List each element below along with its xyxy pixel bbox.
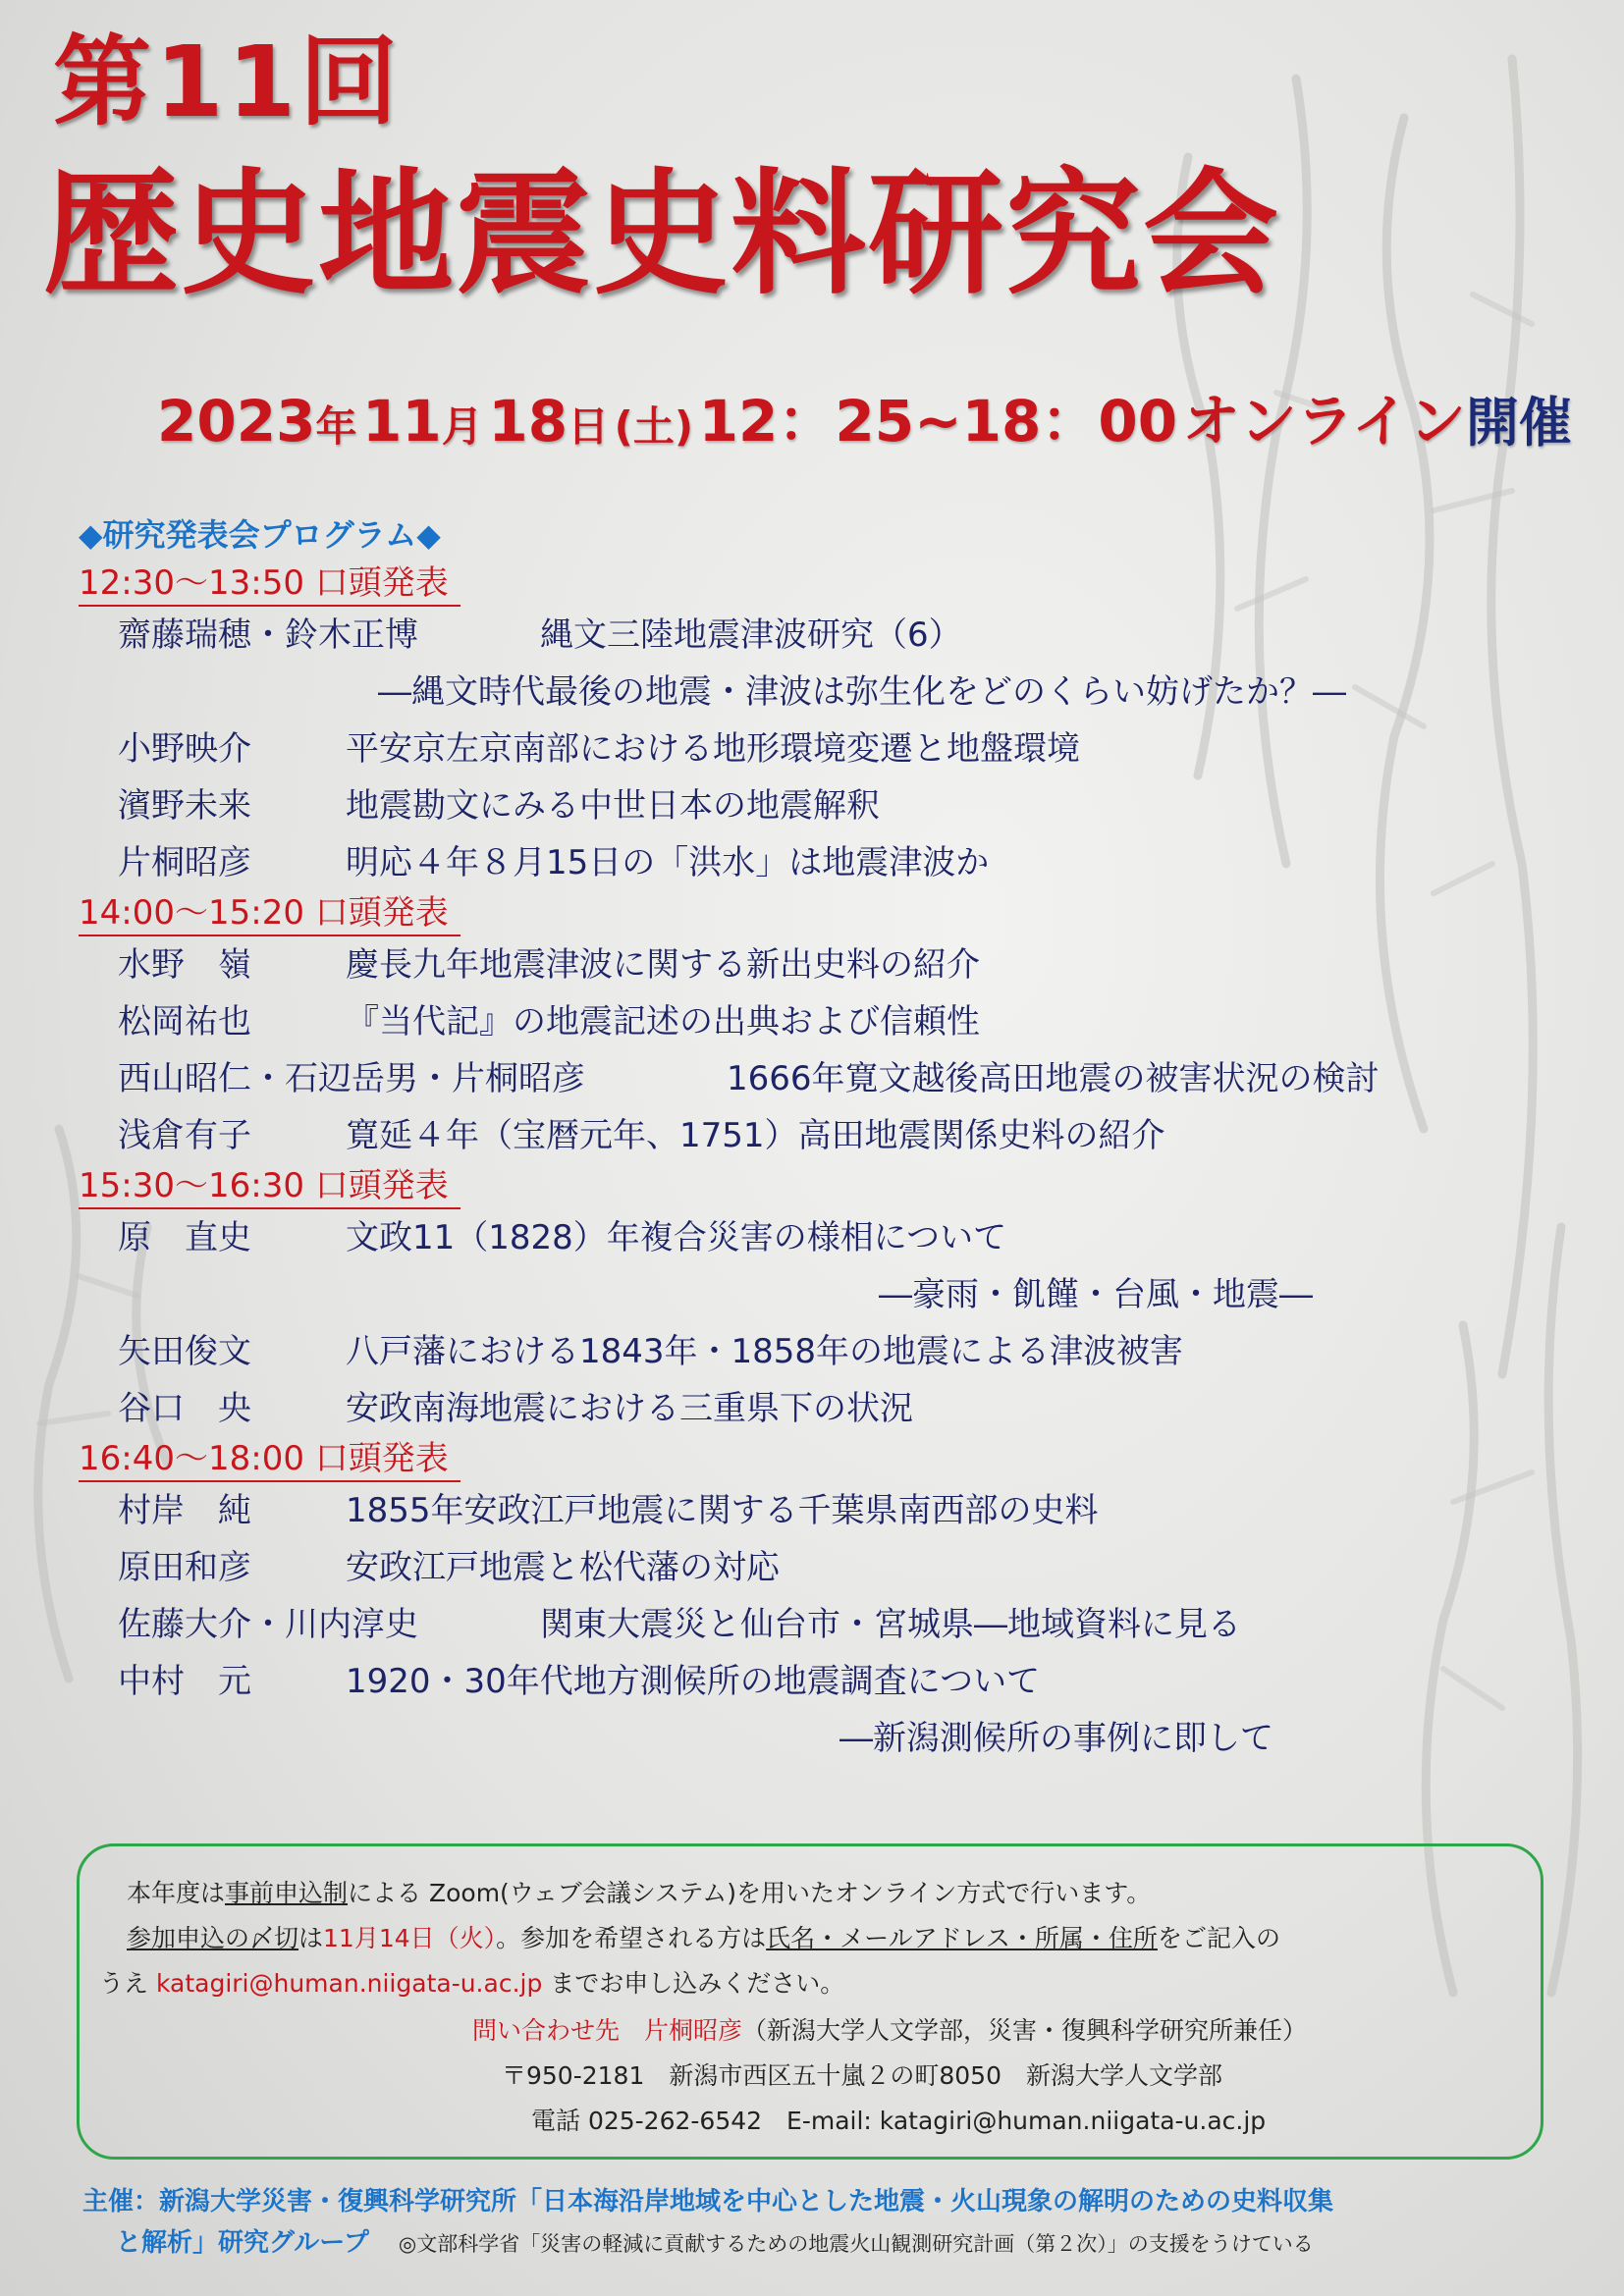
session-1 xyxy=(79,561,1551,891)
talk-title: 明応４年８月15日の「洪水」は地震津波か xyxy=(346,843,990,882)
preregistration-text: 事前申込制 xyxy=(225,1879,349,1907)
presenter: 原 直史 xyxy=(118,1218,251,1257)
session-time: 12:30～13:50 口頭発表 xyxy=(79,561,460,607)
registration-email-link[interactable]: katagiri@human.niigata-u.ac.jp xyxy=(155,1969,543,1998)
presenter: 松岡祐也 xyxy=(118,1002,251,1041)
talk xyxy=(79,1653,1551,1710)
date-year: 2023 xyxy=(157,388,316,454)
presenter: 中村 元 xyxy=(118,1662,251,1701)
info-text: をご記入の xyxy=(1157,1924,1280,1952)
talk xyxy=(79,1107,1551,1164)
info-text: うえ xyxy=(99,1969,149,1998)
talk-title: 寛延４年（宝暦元年、1751）高田地震関係史料の紹介 xyxy=(346,1116,1165,1155)
event-date-line xyxy=(157,388,1572,454)
talk xyxy=(79,936,1551,993)
contact-label: 問い合わせ先 片桐昭彦 xyxy=(472,2016,743,2045)
presenter: 片桐昭彦 xyxy=(118,843,251,882)
presenter: 水野 嶺 xyxy=(118,945,251,985)
talk-title: 『当代記』の地震記述の出典および信頼性 xyxy=(346,1002,980,1041)
presenter: 佐藤大介・川内淳史 xyxy=(118,1605,418,1644)
date-month: 11 xyxy=(362,388,442,454)
date-day: 18 xyxy=(488,388,568,454)
program xyxy=(79,510,1551,1767)
contact-line xyxy=(472,2011,1307,2047)
talk xyxy=(79,777,1551,834)
talk xyxy=(79,834,1551,891)
deadline-label: 参加申込の〆切 xyxy=(127,1924,299,1952)
talk xyxy=(79,1209,1551,1266)
talk xyxy=(79,1482,1551,1539)
talk-title: 関東大震災と仙台市・宮城県―地域資料に見る xyxy=(540,1605,1241,1644)
presenter: 村岸 純 xyxy=(118,1491,251,1530)
talk xyxy=(79,1539,1551,1596)
sponsor-line-1: 主催：新潟大学災害・復興科学研究所「日本海沿岸地域を中心とした地震・火山現象の解明のための史料収集 xyxy=(82,2187,1334,2216)
talk-title: 安政南海地震における三重県下の状況 xyxy=(346,1389,913,1428)
sponsor-line-2 xyxy=(116,2222,1314,2259)
info-text: による Zoom(ウェブ会議システム)を用いたオンライン方式で行います。 xyxy=(348,1879,1152,1907)
session-time: 15:30～16:30 口頭発表 xyxy=(79,1164,460,1209)
info-text: は xyxy=(298,1924,324,1952)
talk xyxy=(79,993,1551,1050)
held-label: 開催 xyxy=(1465,392,1572,454)
talk-subtitle-row xyxy=(79,1710,1551,1767)
talk-title: 文政11（1828）年複合災害の様相について xyxy=(346,1218,1007,1257)
contact-affiliation: （新潟大学人文学部，災害・復興科学研究所兼任） xyxy=(742,2016,1308,2045)
talk xyxy=(79,1323,1551,1380)
session-4 xyxy=(79,1437,1551,1767)
session-3 xyxy=(79,1164,1551,1437)
date-month-unit: 月 xyxy=(441,402,483,451)
session-2 xyxy=(79,891,1551,1164)
talk xyxy=(79,1380,1551,1437)
info-line-2 xyxy=(127,1919,1280,1954)
info-line-1 xyxy=(127,1874,1151,1909)
info-text: までお申し込みください。 xyxy=(550,1969,845,1998)
session-time: 16:40～18:00 口頭発表 xyxy=(79,1437,460,1482)
presenter: 濱野未来 xyxy=(118,786,251,826)
talk-title: 1855年安政江戸地震に関する千葉県南西部の史料 xyxy=(346,1491,1099,1530)
online-label: オンライン xyxy=(1182,388,1466,454)
talk-subtitle: ―豪雨・飢饉・台風・地震― xyxy=(879,1275,1313,1314)
contact-address: 〒950-2181 新潟市西区五十嵐２の町8050 新潟大学人文学部 xyxy=(502,2061,1222,2090)
talk-subtitle-row xyxy=(79,1266,1551,1323)
talk-title: 安政江戸地震と松代藩の対応 xyxy=(346,1548,780,1587)
talk-title: 平安京左京南部における地形環境変遷と地盤環境 xyxy=(346,729,1080,769)
talk-title: 1666年寛文越後高田地震の被害状況の検討 xyxy=(727,1059,1380,1098)
presenter: 小野映介 xyxy=(118,729,251,769)
event-ordinal: 第11回 xyxy=(53,25,403,139)
registration-info-box xyxy=(77,1843,1543,2160)
talk-title: 八戸藩における1843年・1858年の地震による津波被害 xyxy=(346,1332,1184,1371)
talk-subtitle: ―縄文時代最後の地震・津波は弥生化をどのくらい妨げたか？― xyxy=(378,672,1346,712)
sponsor-text: と解析」研究グループ xyxy=(116,2228,369,2258)
talk xyxy=(79,1050,1551,1107)
talk xyxy=(79,721,1551,777)
talk xyxy=(79,1596,1551,1653)
presenter: 矢田俊文 xyxy=(118,1332,251,1371)
info-text: 本年度は xyxy=(127,1879,226,1907)
event-title: 歴史地震史料研究会 xyxy=(43,155,1281,313)
talk-subtitle-row xyxy=(79,664,1551,721)
support-note: ◎文部科学省「災害の軽減に貢献するための地震火山観測研究計画（第２次）」の支援をうけている xyxy=(398,2232,1314,2256)
date-day-unit: 日 xyxy=(568,402,610,451)
info-line-3 xyxy=(99,1964,844,2000)
info-text: 。参加を希望される方は xyxy=(496,1924,767,1952)
presenter: 齋藤瑞穂・鈴木正博 xyxy=(118,615,418,655)
talk-title: 慶長九年地震津波に関する新出史料の紹介 xyxy=(346,945,980,985)
date-year-unit: 年 xyxy=(315,402,357,451)
talk xyxy=(79,607,1551,664)
presenter: 原田和彦 xyxy=(118,1548,251,1587)
required-fields: 氏名・メールアドレス・所属・住所 xyxy=(766,1924,1158,1952)
talk-title: 1920・30年代地方測候所の地震調査について xyxy=(346,1662,1041,1701)
session-time: 14:00～15:20 口頭発表 xyxy=(79,891,460,936)
program-heading: ◆研究発表会プログラム◆ xyxy=(79,516,441,554)
date-weekday: (土) xyxy=(614,402,694,451)
talk-subtitle: ―新潟測候所の事例に即して xyxy=(839,1719,1273,1758)
event-time: 12：25~18：00 xyxy=(698,388,1178,454)
deadline-date: 11月14日（火） xyxy=(323,1924,497,1952)
talk-title: 地震勘文にみる中世日本の地震解釈 xyxy=(346,786,880,826)
presenter: 谷口 央 xyxy=(118,1389,251,1428)
presenter: 浅倉有子 xyxy=(118,1116,251,1155)
contact-phone-email: 電話 025-262-6542 E-mail: katagiri@human.niigata-u.ac.jp xyxy=(531,2107,1267,2135)
presenter: 西山昭仁・石辺岳男・片桐昭彦 xyxy=(118,1059,585,1098)
talk-title: 縄文三陸地震津波研究（6） xyxy=(540,615,962,655)
